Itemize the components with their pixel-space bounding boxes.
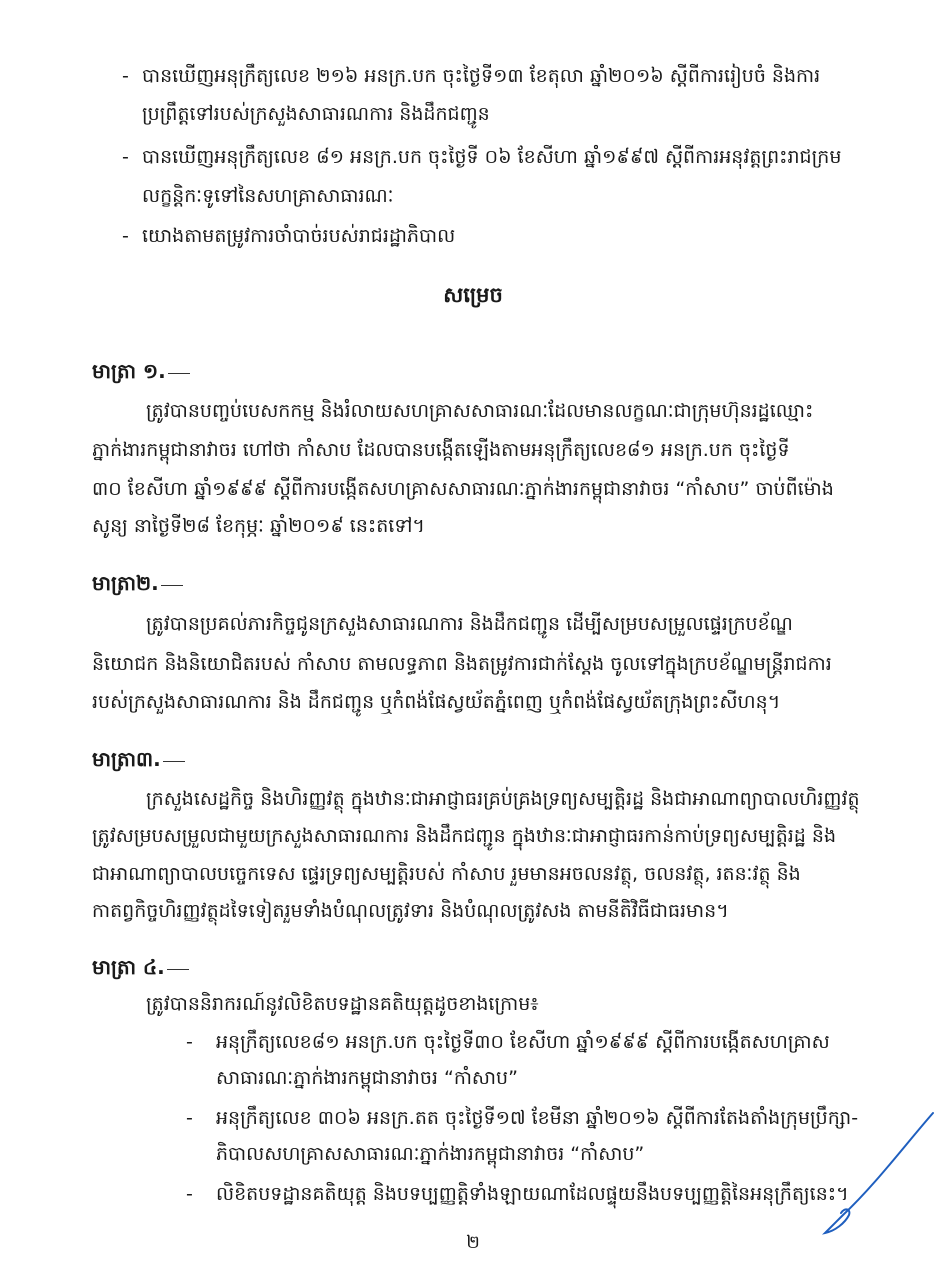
- page-number: ២: [466, 1232, 480, 1253]
- article-3-line-2: ត្រូវសម្របសម្រួលជាមួយក្រសួងសាធារណការ និងដឹកជញ្ជូន ក្នុងឋានៈជាអាជ្ញាធរកាន់កាប់ទ្រព្យសម្បត្តិរដ្ឋ និង: [92, 825, 837, 847]
- article-4-line-1: ត្រូវបាននិរាករណ៍នូវលិខិតបទដ្ឋានគតិយុត្តដូចខាងក្រោម៖: [146, 993, 539, 1015]
- article-2-line-2: និយោជក និងនិយោជិតរបស់ កាំសាប តាមលទ្ធភាព និងតម្រូវការជាក់ស្តែង ចូលទៅក្នុងក្របខ័ណ្ឌមន្ត្រីរាជការ: [92, 653, 832, 675]
- intro-bullet-1-line-1: បានឃើញអនុក្រឹត្យលេខ ២១៦ អនក្រ.បក ចុះថ្ងៃទី១៣ ខែតុលា ឆ្នាំ២០១៦ ស្តីពីការរៀបចំ និងការ: [142, 65, 821, 87]
- article-1-line-1: ត្រូវបានបញ្ចប់បេសកកម្ម និងរំលាយសហគ្រាសសាធារណៈដែលមានលក្ខណៈជាក្រុមហ៊ុនរដ្ឋឈ្មោះ: [146, 400, 814, 422]
- signature-mark: [815, 1105, 940, 1240]
- list-dash: -: [186, 1183, 193, 1205]
- article-3-line-4: កាតព្វកិច្ចហិរញ្ញវត្ថុដទៃទៀតរួមទាំងបំណុលត្រូវទារ និងបំណុលត្រូវសង តាមនីតិវិធីជាធរមាន។: [92, 900, 729, 922]
- intro-bullet-3-line-1: យោងតាមតម្រូវការចាំបាច់របស់រាជរដ្ឋាភិបាល: [142, 225, 456, 247]
- article-2-line-1: ត្រូវបានប្រគល់ភារកិច្ចជូនក្រសួងសាធារណការ និងដឹកជញ្ជូន ដើម្បីសម្របសម្រួលផ្ទេរក្របខ័ណ្ឌ: [146, 613, 793, 635]
- decision-title: សម្រេច: [443, 283, 503, 307]
- list-dash: -: [186, 1031, 193, 1053]
- repealed-item-2-line-2: ភិបាលសហគ្រាសសាធារណៈភ្នាក់ងារកម្ពុជានាវាចរ “កាំសាប”: [216, 1143, 645, 1165]
- bullet-dash: -: [122, 65, 129, 87]
- article-1-line-4: សូន្យ នាថ្ងៃទី២៨ ខែកុម្ភៈ ឆ្នាំ២០១៩ នេះតទៅ។: [92, 515, 425, 537]
- repealed-item-1-line-1: អនុក្រឹត្យលេខ៨១ អនក្រ.បក ចុះថ្ងៃទី៣០ ខែសីហា ឆ្នាំ១៩៩៩ ស្តីពីការបង្កើតសហគ្រាស: [216, 1031, 830, 1053]
- intro-bullet-2-line-2: លក្ខន្តិកៈទូទៅនៃសហគ្រាសាធារណៈ: [142, 185, 394, 207]
- list-dash: -: [186, 1107, 193, 1129]
- article-3-heading: មាត្រា៣.: [92, 744, 185, 774]
- bullet-dash: -: [122, 225, 129, 247]
- repealed-item-2-line-1: អនុក្រឹត្យលេខ ៣០៦ អនក្រ.តត ចុះថ្ងៃទី១៧ ខែមីនា ឆ្នាំ២០១៦ ស្តីពីការតែងតាំងក្រុមប្រឹក្សា-: [216, 1107, 859, 1129]
- repealed-item-1-line-2: សាធារណៈភ្នាក់ងារកម្ពុជានាវាចរ “កាំសាប”: [216, 1067, 518, 1089]
- article-1-line-2: ភ្នាក់ងារកម្ពុជានាវាចរ ហៅថា កាំសាប ដែលបានបង្កើតឡើងតាមអនុក្រឹត្យលេខ៨១ អនក្រ.បក ចុះថ្ងៃទី: [92, 439, 790, 461]
- bullet-dash: -: [122, 146, 129, 168]
- article-2-line-3: របស់ក្រសួងសាធារណការ និង ដឹកជញ្ជូន ឬកំពង់ផែស្វយ័តភ្នំពេញ ឬកំពង់ផែស្វយ័តក្រុងព្រះសីហនុ។: [92, 691, 781, 713]
- article-2-heading: មាត្រា២.: [92, 568, 183, 598]
- article-1-line-3: ៣០ ខែសីហា ឆ្នាំ១៩៩៩ ស្តីពីការបង្កើតសហគ្រាសសាធារណៈភ្នាក់ងារកម្ពុជានាវាចរ “កាំសាប” ចាប់ពីម៉ោង: [92, 478, 834, 500]
- intro-bullet-1-line-2: ប្រព្រឹត្តទៅរបស់ក្រសួងសាធារណការ និងដឹកជញ្ជូន: [142, 103, 490, 125]
- article-4-heading: មាត្រា ៤.: [92, 952, 189, 982]
- article-3-line-1: ក្រសួងសេដ្ឋកិច្ច និងហិរញ្ញវត្ថុ ក្នុងឋានៈជាអាជ្ញាធរគ្រប់គ្រងទ្រព្យសម្បត្តិរដ្ឋ និងជាអាណាព្យាបាលហិរញ្ញវត្ថុ: [146, 788, 860, 810]
- intro-bullet-2-line-1: បានឃើញអនុក្រឹត្យលេខ ៨១ អនក្រ.បក ចុះថ្ងៃទី ០៦ ខែសីហា ឆ្នាំ១៩៩៧ ស្តីពីការអនុវត្តព្រះរាជក្រម: [142, 146, 842, 168]
- repealed-item-3-line-1: លិខិតបទដ្ឋានគតិយុត្ត និងបទប្បញ្ញត្តិទាំងឡាយណាដែលផ្ទុយនឹងបទប្បញ្ញត្តិនៃអនុក្រឹត្យនេះ។: [216, 1183, 849, 1205]
- article-1-heading: មាត្រា ១.: [92, 356, 190, 386]
- article-3-line-3: ជាអាណាព្យាបាលបច្ចេកទេស ផ្ទេរទ្រព្យសម្បត្តិរបស់ កាំសាប រួមមានអចលនវត្ថុ, ចលនវត្ថុ, រតនៈវត្ថុ និង: [92, 863, 801, 885]
